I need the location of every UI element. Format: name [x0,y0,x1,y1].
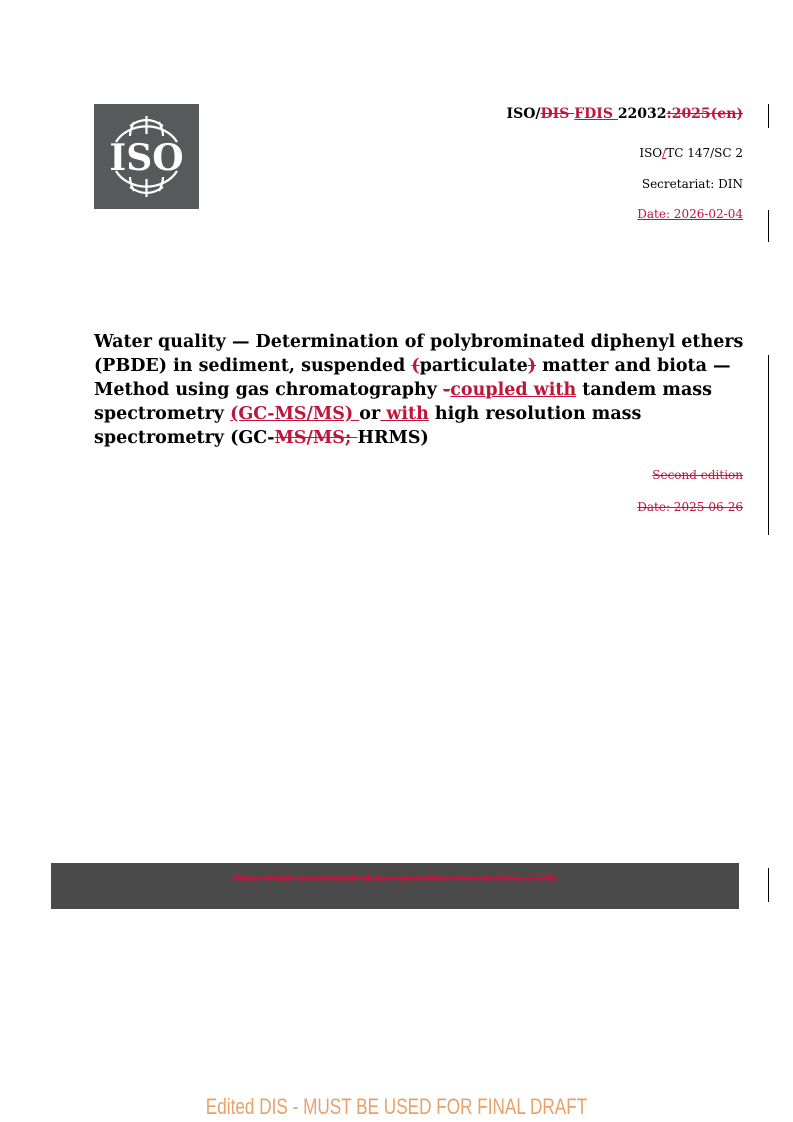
document-reference [507,106,743,122]
edition: Second edition [652,468,743,482]
committee-iso: ISO [639,146,663,160]
title-text: high resolution mass spectrometry (GC- [94,404,642,448]
watermark: Edited DIS - MUST BE USED FOR FINAL DRAFT [205,1094,588,1119]
document-date: Date: 2026-02-04 [637,207,743,221]
title-deletion: MS/MS; [274,428,358,448]
document-title [94,330,744,450]
title-text: Water quality — Determination of polybrominated diphenyl ethers (PBDE) in sediment, suspended [94,332,744,376]
change-bar [768,210,769,242]
title-text: matter and biota — Method using gas chromatography [94,356,731,400]
edition-date: Date: 2025-06-26 [637,500,743,514]
title-insertion: with [380,404,429,424]
title-deletion: ( [411,356,420,376]
ref-deleted-stage: DIS [540,106,575,122]
draft-banner [51,863,739,909]
secretariat: Secretariat: DIN [641,177,743,191]
iso-logo [94,104,199,209]
committee-line [639,146,743,160]
title-insertion: (GC-MS/MS) [230,404,360,424]
ref-number: 22032 [617,106,667,122]
iso-globe-icon [94,104,199,209]
committee-inserted-slash: / [662,146,667,160]
change-bar [768,104,769,128]
title-deletion: ) [527,356,537,376]
title-text: or [359,404,381,424]
title-deletion: - [443,380,451,400]
banner-text: This draft is submitted to a parallel vote in ISO, CEN. [232,871,558,885]
ref-deleted-suffix: :2025(en) [666,106,743,122]
title-text: HRMS) [357,428,429,448]
committee-tc: TC 147/SC 2 [666,146,743,160]
ref-prefix: ISO/ [506,106,541,122]
title-text: particulate [419,356,528,376]
svg-text:ISO: ISO [109,137,184,179]
ref-inserted-stage: FDIS [574,106,618,122]
title-insertion: coupled with [450,380,577,400]
change-bar [768,868,769,902]
title-text: tandem mass spectrometry [94,380,712,424]
change-bar [768,355,769,535]
